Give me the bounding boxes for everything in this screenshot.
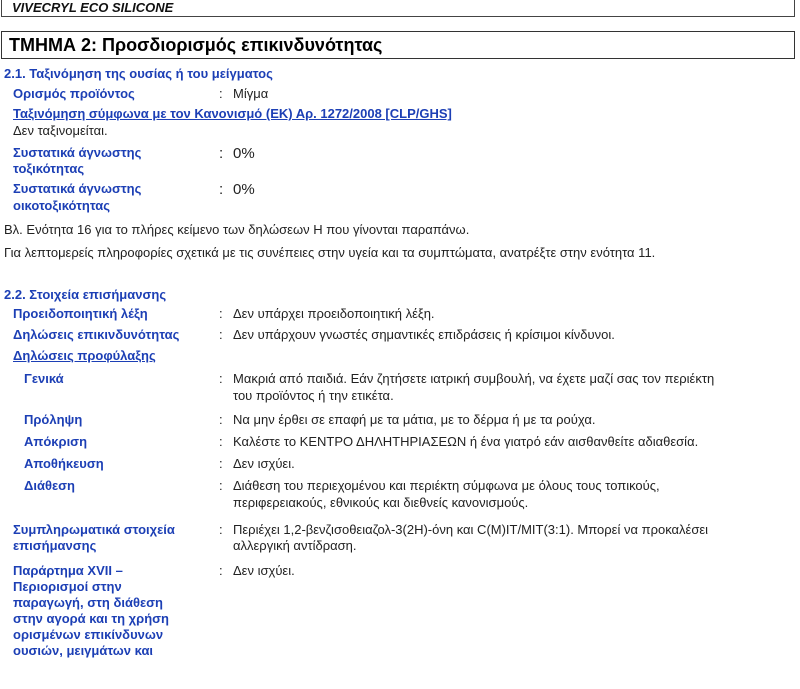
ecotox-value: 0% <box>233 181 255 198</box>
general-value-line1: Μακριά από παιδιά. Εάν ζητήσετε ιατρική συμβουλή, να έχετε μαζί σας τον περιέκτη <box>233 371 715 386</box>
colon: : <box>219 371 223 386</box>
product-name-header: VIVECRYL ECO SILICONE <box>12 0 174 15</box>
supplementary-value-line2: αλλεργική αντίδραση. <box>233 538 357 553</box>
colon: : <box>219 86 223 101</box>
annex-label-line6: ουσιών, μειγμάτων και <box>13 643 154 658</box>
hazard-statements-label: Δηλώσεις επικινδυνότητας <box>13 327 180 342</box>
annex-label-line1: Παράρτημα XVII – <box>13 563 123 578</box>
colon: : <box>219 327 223 342</box>
tox-value: 0% <box>233 145 255 162</box>
annex-label-line4: στην αγορά και τη χρήση <box>13 611 169 626</box>
general-label: Γενικά <box>24 371 64 386</box>
hazard-statements-value: Δεν υπάρχουν γνωστές σημαντικές επιδράσεις ή κρίσιμοι κίνδυνοι. <box>233 327 615 342</box>
note-section-16: Βλ. Ενότητα 16 για το πλήρες κείμενο των δηλώσεων Η που γίνονται παραπάνω. <box>4 222 470 237</box>
response-label: Απόκριση <box>24 434 88 449</box>
storage-value: Δεν ισχύει. <box>233 456 295 471</box>
ecotox-label-line1: Συστατικά άγνωστης <box>13 181 142 196</box>
annex-label-line3: παραγωγή, στη διάθεση <box>13 595 163 610</box>
colon: : <box>219 306 223 321</box>
product-definition-value: Μίγμα <box>233 86 269 101</box>
colon: : <box>219 145 224 162</box>
supplementary-label-line2: επισήμανσης <box>13 538 97 553</box>
annex-value: Δεν ισχύει. <box>233 563 295 578</box>
regulation-link[interactable]: Ταξινόμηση σύμφωνα με τον Κανονισμό (ΕΚ) Αρ. 1272/2008 [CLP/GHS] <box>13 106 452 121</box>
section-title: ΤΜΗΜΑ 2: Προσδιορισμός επικινδυνότητας <box>9 35 383 55</box>
subsection-2-1-heading: 2.1. Ταξινόμηση της ουσίας ή του μείγματος <box>4 66 273 81</box>
general-value-line2: του προϊόντος ή την ετικέτα. <box>233 388 394 403</box>
colon: : <box>219 434 223 449</box>
storage-label: Αποθήκευση <box>24 456 104 471</box>
section-title-box <box>1 31 795 59</box>
signal-word-value: Δεν υπάρχει προειδοποιητική λέξη. <box>233 306 435 321</box>
colon: : <box>219 478 223 493</box>
document-header <box>1 0 795 17</box>
product-definition-label: Ορισμός προϊόντος <box>13 86 135 101</box>
tox-label-line2: τοξικότητας <box>13 161 85 176</box>
ecotox-label-line2: οικοτοξικότητας <box>13 198 111 213</box>
annex-label-line2: Περιορισμοί στην <box>13 579 122 594</box>
signal-word-label: Προειδοποιητική λέξη <box>13 306 148 321</box>
note-section-11: Για λεπτομερείς πληροφορίες σχετικά με τις συνέπειες στην υγεία και τα συμπτώματα, ανατρέξτε στην ενότητα 11. <box>4 245 656 260</box>
precautionary-statements-link[interactable]: Δηλώσεις προφύλαξης <box>13 348 156 363</box>
prevention-label: Πρόληψη <box>24 412 83 427</box>
tox-label-line1: Συστατικά άγνωστης <box>13 145 142 160</box>
subsection-2-2-heading: 2.2. Στοιχεία επισήμανσης <box>4 287 167 302</box>
colon: : <box>219 412 223 427</box>
colon: : <box>219 522 223 537</box>
annex-label-line5: ορισμένων επικίνδυνων <box>13 627 164 642</box>
supplementary-label-line1: Συμπληρωματικά στοιχεία <box>13 522 175 537</box>
disposal-value-line1: Διάθεση του περιεχομένου και περιέκτη σύμφωνα με όλους τους τοπικούς, <box>233 478 660 493</box>
disposal-label: Διάθεση <box>24 478 75 493</box>
response-value: Καλέστε το ΚΕΝΤΡΟ ΔΗΛΗΤΗΡΙΑΣΕΩΝ ή ένα γιατρό εάν αισθανθείτε αδιαθεσία. <box>233 434 699 449</box>
supplementary-value-line1: Περιέχει 1,2-βενζισοθειαζολ-3(2H)-όνη και C(M)IT/MIT(3:1). Μπορεί να προκαλέσει <box>233 522 709 537</box>
colon: : <box>219 181 224 198</box>
colon: : <box>219 456 223 471</box>
not-classified-text: Δεν ταξινομείται. <box>13 123 108 138</box>
colon: : <box>219 563 223 578</box>
prevention-value: Να μην έρθει σε επαφή με τα μάτια, με το δέρμα ή με τα ρούχα. <box>233 412 596 427</box>
disposal-value-line2: περιφερειακούς, εθνικούς και διεθνείς κανονισμούς. <box>233 495 529 510</box>
